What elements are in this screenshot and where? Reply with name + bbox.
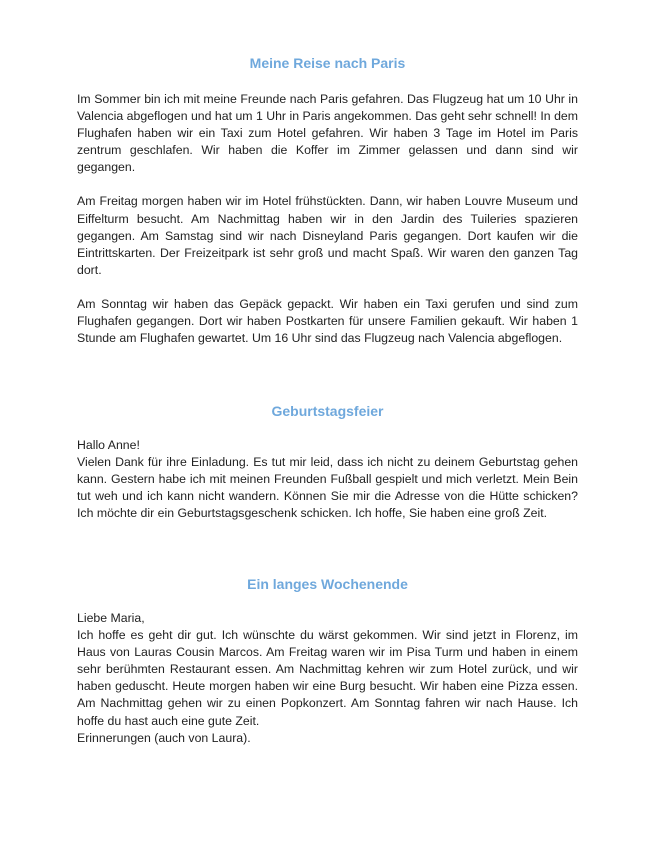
letter-greeting: Liebe Maria,: [77, 611, 145, 625]
section-title-weekend: Ein langes Wochenende: [247, 576, 408, 592]
section-title-birthday: Geburtstagsfeier: [271, 403, 384, 419]
section-body-birthday: [77, 437, 578, 522]
section-body-paris: [77, 91, 578, 347]
section-body-weekend: [77, 610, 578, 747]
letter-body: Ich hoffe es geht dir gut. Ich wünschte du wärst gekommen. Wir sind jetzt in Florenz, im Haus von Lauras Cousin Marcos. Am Freitag waren wir im Pisa Turm und haben in einem sehr berühmten Restaurant essen. Am Nachmittag kehren wir zum Hotel zurück, und wir haben geduscht. Heute morgen haben wir eine Burg besucht. Wir haben eine Pizza essen. Am Nachmittag gehen wir zu einen Popkonzert. Am Sonntag fahren wir nach Hause. Ich hoffe du hast auch eine gute Zeit.: [77, 628, 578, 728]
paragraph: Am Freitag morgen haben wir im Hotel frühstückten. Dann, wir haben Louvre Museum und Eiffelturm besucht. Am Nachmittag haben wir in den Jardin des Tuileries spazieren gegangen. Am Samstag sind wir nach Disneyland Paris gegangen. Dort kaufen wir die Eintrittskarten. Der Freizeitpark ist sehr groß und macht Spaß. Wir waren den ganzen Tag dort.: [77, 194, 578, 277]
section-title-paris: Meine Reise nach Paris: [249, 55, 406, 71]
letter-body: Vielen Dank für ihre Einladung. Es tut mir leid, dass ich nicht zu deinem Geburtstag gehen kann. Gestern habe ich mit meinen Freunden Fußball gespielt und mich verletzt. Mein Bein tut weh und ich kann nicht wandern. Können Sie mir die Adresse von die Hütte schicken? Ich möchte dir ein Geburtstagsgeschenk schicken. Ich hoffe, Sie haben eine groß Zeit.: [77, 455, 578, 521]
paragraph: Am Sonntag wir haben das Gepäck gepackt. Wir haben ein Taxi gerufen und sind zum Flughafen gegangen. Dort wir haben Postkarten für unsere Familien gekauft. Wir haben 1 Stunde am Flughafen gewartet. Um 16 Uhr sind das Flugzeug nach Valencia abgeflogen.: [77, 296, 578, 346]
paragraph: Im Sommer bin ich mit meine Freunde nach Paris gefahren. Das Flugzeug hat um 10 Uhr in Valencia abgeflogen und hat um 1 Uhr in Paris angekommen. Das geht sehr schnell! In dem Flughafen haben wir ein Taxi zum Hotel gefahren. Wir haben 3 Tage im Hotel im Paris zentrum geschlafen. Wir haben die Koffer im Zimmer gelassen und dann sind wir gegangen.: [77, 92, 578, 175]
letter-greeting: Hallo Anne!: [77, 438, 140, 452]
letter-closing: Erinnerungen (auch von Laura).: [77, 730, 251, 745]
